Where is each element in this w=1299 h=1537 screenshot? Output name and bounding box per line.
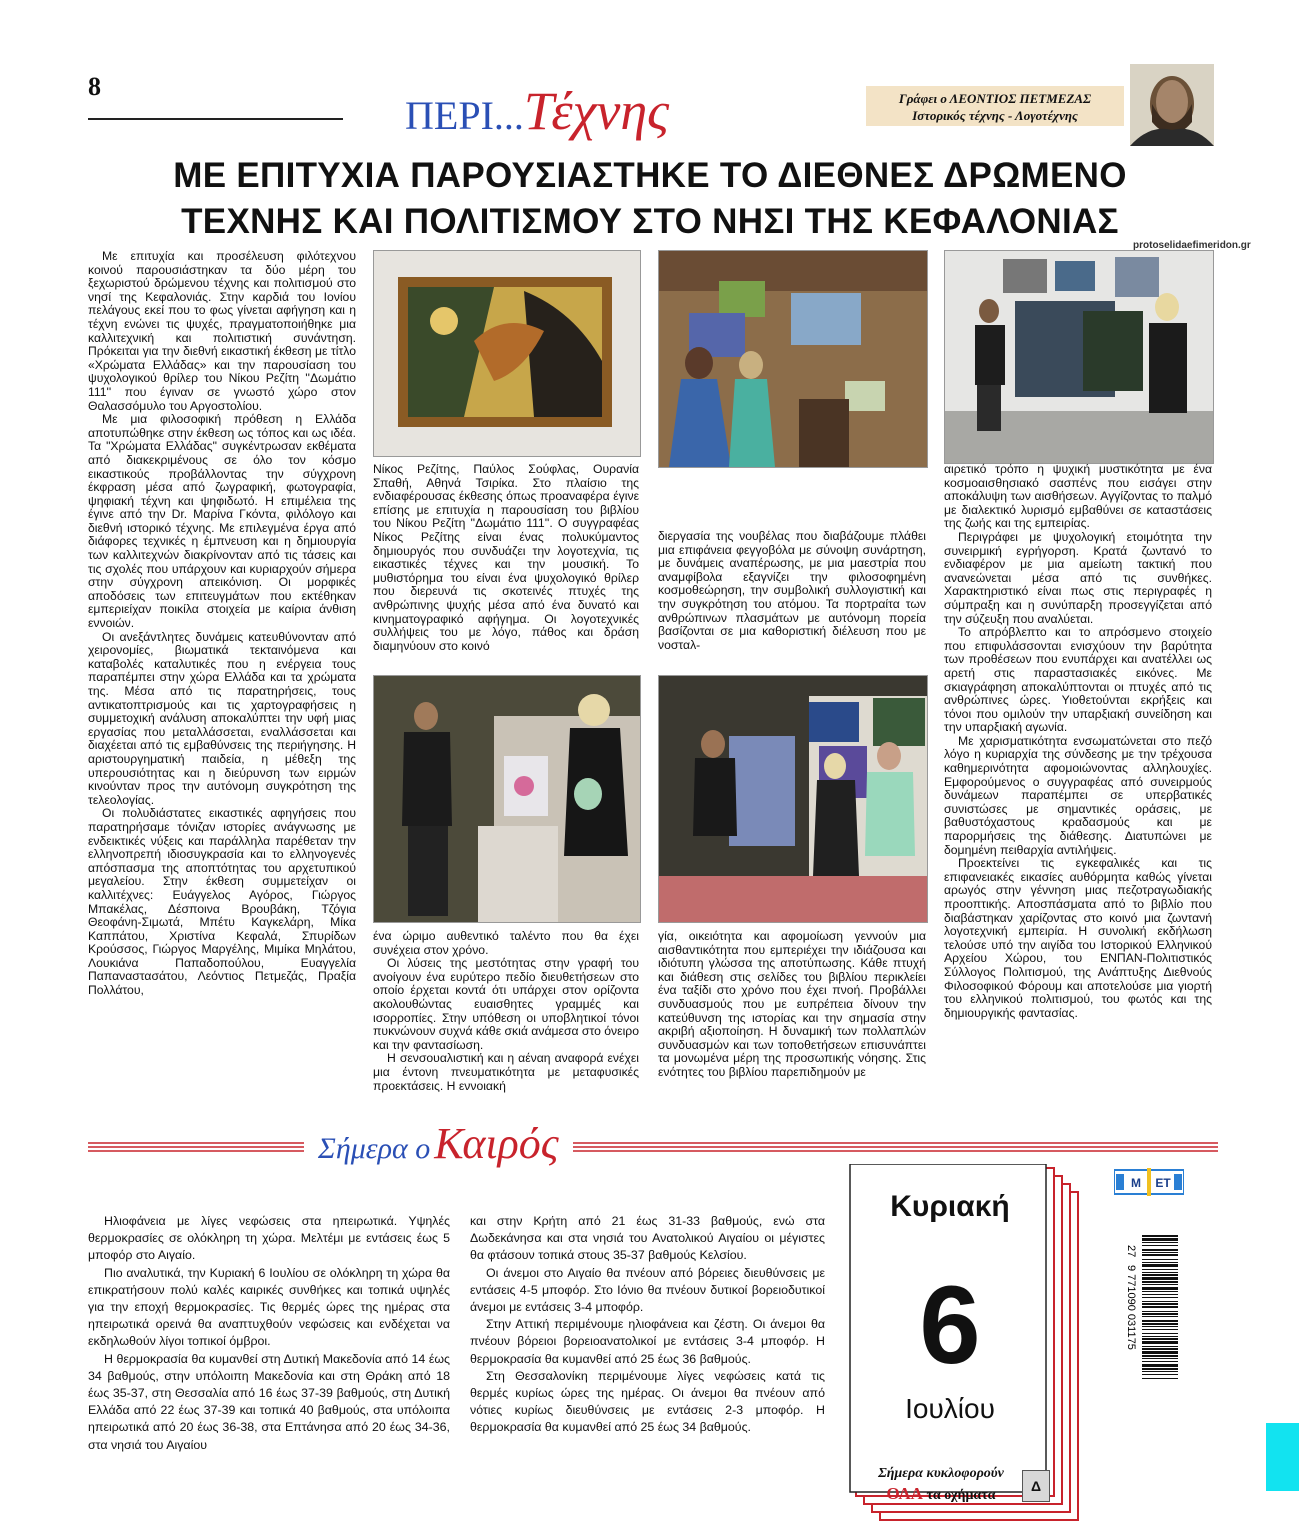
- barcode-bar: [1142, 1264, 1178, 1267]
- met-logo-et: ΕΤ: [1155, 1176, 1171, 1190]
- weather-title-prefix: Σήμερα ο: [318, 1132, 431, 1165]
- barcode-bar: [1142, 1249, 1178, 1251]
- author-box: [866, 86, 1124, 126]
- top-rule: [88, 118, 343, 120]
- barcode-bar: [1142, 1281, 1178, 1283]
- barcode-bar: [1142, 1374, 1178, 1375]
- met-logo: [1114, 1168, 1184, 1196]
- weather-paragraph: Στη Θεσσαλονίκη περιμένουμε λίγες νεφώσεις κατά τις θερμές κυρίως ώρες της ημέρας. Οι άνεμοι θα πνέουν από νότιες κυρίως διευθύνσεις με εντάσεις 2-3 μποφόρ. Η θερμοκρασία θα κυμανθεί από 25 έως 34 βαθμούς.: [470, 1368, 825, 1435]
- barcode-digits: 9 771090 031175: [1125, 1265, 1137, 1350]
- weather-paragraph: Πιο αναλυτικά, την Κυριακή 6 Ιουλίου σε ολόκληρη τη χώρα θα επικρατήσουν πολύ καλές καιρικές συνθήκες και τοπικά υψηλές για την εποχή θερμοκρασίες. Τις θερμές ώρες της ημέρας στα ηπειρωτικά ορεινά θα αναπτυχθούν νεφώσεις και ενδέχεται να εκδηλωθούν λίγοι τοπικοί όμβροι.: [88, 1265, 450, 1349]
- barcode-bar: [1142, 1303, 1178, 1305]
- article-paragraph: Το απρόβλεπτο και το απρόσμενο στοιχείο που επιφυλάσσονται ενισχύουν την βαρύτητα των προθέσεων που ενυπάρχει και ανατέλλει ως αρετή στις παραστασιακές εικόνες. Με σκιαγράφηση αποκαλύπτονται οι πτυχές από τις ανθρώπινες ώρες. Υιοθετούνται εκρήξεις και τόνοι που ομιλούν την υπαρξιακή συνείδηση και την υπαρξιακή αγωνία.: [944, 625, 1212, 735]
- calendar-date: 6: [919, 1264, 981, 1387]
- article-paragraph: διεργασία της νουβέλας που διαβάζουμε πλάθει μια επιφάνεια φεγγοβόλα με σύνοψη συνάρτηση, με δυνάμεις αναπέρωσης, με μια μαεστρία που αναμφίβολα εξαγνίζει την φιλοσοφημένη κοσμοθεώρηση, την συμβολική συλλογιστική και την συγκρότηση του ατόμου. Τα πορτραίτα των ανθρώπινων πλασμάτων με αυτόνομη πορεία βασίζονται σε μια καθοριστική διέλευση που με νοσταλ-: [658, 530, 926, 652]
- weather-paragraph: Οι άνεμοι στο Αιγαίο θα πνέουν από βόρειες διευθύνσεις με εντάσεις 4-5 μποφόρ. Στο Ιόνιο θα πνέουν δυτικοί βορειοδυτικοί άνεμοι με εντάσεις 3-4 μποφόρ.: [470, 1265, 825, 1315]
- barcode-bar: [1142, 1341, 1178, 1344]
- barcode-bar: [1142, 1291, 1178, 1292]
- page-number: 8: [88, 72, 101, 101]
- barcode-bar: [1142, 1259, 1178, 1260]
- barcode-bar: [1142, 1323, 1178, 1325]
- met-logo-m: Μ: [1131, 1176, 1141, 1190]
- author-name: Γράφει ο ΛΕΟΝΤΙΟΣ ΠΕΤΜΕΖΑΣ: [898, 91, 1092, 106]
- barcode: [1118, 1205, 1178, 1523]
- color-tab: [1266, 1423, 1299, 1491]
- barcode-bar: [1142, 1333, 1178, 1334]
- barcode-bar: [1142, 1311, 1178, 1312]
- weather-paragraph: Ηλιοφάνεια με λίγες νεφώσεις στα ηπειρωτικά. Υψηλές θερμοκρασίες σε ολόκληρη τη χώρα. Μελτέμι με εντάσεις έως 5 μποφόρ στο Αιγαίο.: [88, 1214, 450, 1263]
- article-column-1: [88, 250, 356, 1115]
- barcode-bar: [1142, 1277, 1178, 1280]
- barcode-bar: [1142, 1269, 1178, 1270]
- article-paragraph: ένα ώριμο αυθεντικό ταλέντο που θα έχει συνέχεια στον χρόνο.: [373, 930, 639, 957]
- barcode-bar: [1142, 1371, 1178, 1372]
- article-paragraph: Οι πολυδιάστατες εικαστικές αφηγήσεις που παρατηρήσαμε τόνιζαν ιστορίες ανάγνωσης με ενδεικτικές νύξεις και παράλληλα παρέθεταν την ελληνοπρεπή ιδιοσυγκρασία και το ελληνογενές απόσπασμα της αποπτότητας του αρχετυπικού μεγαλείου. Στην έκθεση συμμετείχαν οι καλλιτέχνες: Ευάγγελος Αγόρος, Γιώργος Μπακέλας, Δέσποινα Βρουβάκη, Τζόγια Θεοφάνη-Σιμωτά, Μπέτυ Καγκελάρη, Μίκα Καππάτου, Χριστίνα Κεφαλά, Σπυρίδων Κρούσσος, Γιώργος Μαργέλης, Μιμίκα Μηλάτου, Λουκιάνα Παπαδοπούλου, Ευαγγελία Παπαναστασάτου, Λεόντιος Πετμεζάς, Πραξία Πολλάτου,: [88, 806, 356, 998]
- article-paragraph: Η σενσουαλιστική και η αέναη αναφορά ενέχει μια έντονη πνευματικότητα με μεταφυσικές προεκτάσεις. Η εννοιακή: [373, 1051, 639, 1093]
- barcode-bar: [1142, 1338, 1178, 1340]
- barcode-bar: [1142, 1301, 1178, 1302]
- barcode-bar: [1142, 1306, 1178, 1308]
- section-name: Τέχνης: [523, 81, 670, 141]
- article-column-3-top: [658, 530, 926, 670]
- headline-line-1: ΜΕ ΕΠΙΤΥΧΙΑ ΠΑΡΟΥΣΙΑΣΤΗΚΕ ΤΟ ΔΙΕΘΝΕΣ ΔΡΩΜΕΝΟ: [173, 156, 1127, 195]
- barcode-bar: [1142, 1287, 1178, 1290]
- weather-title-main: Καιρός: [434, 1119, 559, 1168]
- barcode-bar: [1142, 1378, 1178, 1379]
- headline: [50, 153, 1250, 245]
- barcode-bar: [1142, 1329, 1178, 1330]
- barcode-bar: [1142, 1235, 1178, 1237]
- barcode-bar: [1142, 1294, 1178, 1295]
- section-prefix: ΠΕΡΙ...: [405, 93, 524, 138]
- author-portrait: [1130, 64, 1214, 146]
- barcode-bar: [1142, 1346, 1178, 1347]
- headline-line-2: ΤΕΧΝΗΣ ΚΑΙ ΠΟΛΙΤΙΣΜΟΥ ΣΤΟ ΝΗΣΙ ΤΗΣ ΚΕΦΑΛΟΝΙΑΣ: [181, 202, 1119, 241]
- barcode-bar: [1142, 1368, 1178, 1370]
- section-title: [405, 80, 669, 142]
- odd-even-badge: Δ: [1022, 1470, 1050, 1502]
- weather-paragraph: Η θερμοκρασία θα κυμανθεί στη Δυτική Μακεδονία από 14 έως 34 βαθμούς, στην υπόλοιπη Μακεδονία και στη Θράκη από 18 έως 35-37, στη Θεσσαλία από 16 έως 37-39 βαθμούς, στη Δυτική Ελλάδα από 22 έως 37-39 και τοπικά 40 βαθμούς, στα υπόλοιπα ηπειρωτικά από 20 έως 36-38, στα Επτάνησα από 20 έως 34-36, στα νησιά του Αιγαίου: [88, 1351, 450, 1452]
- weather-divider: [88, 1141, 1218, 1155]
- weather-paragraph: και στην Κρήτη από 21 έως 31-33 βαθμούς, ενώ στα Δωδεκάνησα και στα νησιά του Ανατολικού Αιγαίου οι μέγιστες θα φτάσουν τοπικά στους 35-37 βαθμούς Κελσίου.: [470, 1214, 825, 1263]
- article-paragraph: Με μια φιλοσοφική πρόθεση η Ελλάδα αποτυπώθηκε στην έκθεση ως τόπος και ως ιδέα. Τα "Χρώματα Ελλάδας" συγκέντρωσαν εκθέματα από διακεκριμένους σε όλο τον κόσμο εικαστικούς προβάλλοντας την σύγχρονη έκφραση μέσα από ζωγραφική, φωτογραφία, ψηφιακή τέχνη και ψηφιδωτό. Η επιμέλεια της έγινε από την Dr. Μαρίνα Γκόντα, φιλόλογο και διεθνή ιστορικό τέχνης. Με επιλεγμένα έργα από διάφορες τεχνικές η έμπνευση και η δημιουργία των καλλιτεχνών διακρίνονταν από τις τάσεις και τις σχολές που υπάρχουν και κυριαρχούν σήμερα στην σύγχρονη απεικόνιση. Οι μορφικές αποδόσεις των επιτευγμάτων που εκτέθηκαν εμπεριείχαν ποικίλα στοιχεία με καίρια άνθιση εννοιών.: [88, 412, 356, 631]
- article-paragraph: γία, οικειότητα και αφομοίωση γεννούν μια αισθαντικότητα που εμπεριέχει την ιδιάζουσα και ιδιότυπη γλώσσα της αποτύπωσης. Κάθε πτυχή και διάθεση στις σελίδες του βιβλίου περικλείει ένα ταξίδι στο χρόνο που έχει πνοή. Προβάλλει συνδυασμούς που με ευπρέπεια δίνουν την κατεύθυνση της ιστορίας και την σημασία στην ακριβή αξιοποίηση. Η δυναμική των πολλαπλών συνδυασμών και των τοποθετήσεων επισυνάπτει τα μονωμένα μέρη της προσωπικής νόησης. Στις ενότητες του βιβλίου παρεπιδημούν με: [658, 930, 926, 1079]
- article-column-2-bottom: [373, 930, 639, 1115]
- barcode-bar: [1142, 1358, 1178, 1359]
- barcode-bar: [1142, 1326, 1178, 1327]
- barcode-bar: [1142, 1316, 1178, 1317]
- weather-paragraph: Στην Αττική περιμένουμε ηλιοφάνεια και ζέστη. Οι άνεμοι θα πνέουν βόρειοι βορειοανατολικοί με εντάσεις 3-4 μποφόρ. Η θερμοκρασία θα κυμανθεί από 25 έως 36 βαθμούς.: [470, 1317, 825, 1366]
- article-column-2-top: [373, 463, 639, 668]
- barcode-bar: [1142, 1284, 1178, 1285]
- photo-painting: [373, 250, 641, 457]
- barcode-bar: [1142, 1336, 1178, 1337]
- article-paragraph: Οι λύσεις της μεστότητας στην γραφή του ανοίγουν ένα ευρύτερο πεδίο διευθετήσεων στο οποίο έρχεται κοντά ότι υπάρχει στον ορίζοντα ακολουθώντας ευαισθητες γραμμές και ισορροπίες. Στην υπόθεση οι υποβλητικοί τόνοι πυκνώνουν συχνά κάθε σκιά ανάμεσα στο όνειρο και την φαντασίωση.: [373, 956, 639, 1052]
- barcode-bar: [1142, 1320, 1178, 1322]
- weather-title: [304, 1118, 573, 1169]
- calendar-day: Κυριακή: [890, 1190, 1010, 1223]
- photo-gallery-pair: [944, 250, 1214, 464]
- weather-column-1: [88, 1213, 450, 1454]
- photo-author-man-woman: [373, 675, 641, 923]
- barcode-bar: [1142, 1242, 1178, 1243]
- article-column-4: [944, 463, 1212, 1115]
- calendar-note-rest: τα οχήματα: [926, 1488, 996, 1503]
- calendar-note-vehicles: [856, 1484, 1026, 1504]
- barcode-bar: [1142, 1252, 1178, 1253]
- article-paragraph: Προεκτείνει τις εγκεφαλικές και τις επιφανειακές εικασίες αυθόρμητα καθώς γίνεται αρωγός στην γέννηση μιας πεζοτραγωδιακής προοπτικής. Αποσπάσματα από το βιβλίο που διαβάστηκαν χαρίζοντας στο κοινό μια ζωντανή λογοτεχνική εμπειρία. Η συνολική εκδήλωση τελούσε υπό την αιγίδα του Ιστορικού Ελληνικού Αρχείου Χώρου, του ΕΝΠΑΝ-Πολιτιστικός Σύλλογος Πολιτισμού, της Ανάπτυξης Διεθνούς Φιλοσοφικού Φόρουμ και αποτελούσε μια γιορτή του ελληνικού πολιτισμού, του φωτός και της δημιουργικής φαντασίας.: [944, 856, 1212, 1020]
- article-paragraph: Με χαρισματικότητα ενσωματώνεται στο πεζό λόγο η κυριαρχία της σύνδεσης με την τρέχουσα καθημερινότητα αφομοιώνοντας αλληλουχίες. Εμφορούμενος ο συγγραφέας από συνειρμούς δυνάμεων παραπέμπει σε υπερβατικές συνιστώσες με σημαντικές οράσεις, με βαθυστόχαστους κραδασμούς και με παρορμήσεις της διάθεσης. Διατυπώνει με δομημένη πειθαρχία αντιλήψεις.: [944, 733, 1212, 857]
- barcode-issue: 27: [1125, 1245, 1137, 1258]
- barcode-bar: [1142, 1274, 1178, 1276]
- barcode-bar: [1142, 1297, 1178, 1298]
- author-role: Ιστορικός τέχνης - Λογοτέχνης: [912, 108, 1078, 123]
- barcode-bar: [1142, 1254, 1178, 1256]
- barcode-bar: [1142, 1313, 1178, 1315]
- barcode-bar: [1142, 1364, 1178, 1367]
- barcode-bar: [1142, 1272, 1178, 1273]
- photo-two-women: [658, 250, 928, 468]
- weather-column-2: [470, 1213, 825, 1437]
- photo-trio-paintings: [658, 675, 928, 923]
- calendar-note: Σήμερα κυκλοφορούν: [878, 1466, 1004, 1481]
- barcode-bar: [1142, 1245, 1178, 1246]
- barcode-bar: [1142, 1238, 1178, 1241]
- barcode-bar: [1142, 1355, 1178, 1357]
- calendar-month: Ιουλίου: [905, 1393, 995, 1424]
- article-paragraph: Οι ανεξάντλητες δυνάμεις κατευθύνονταν από χειρονομίες, βιωματικά τεκταινόμενα και καταβολές καταλυτικές που η ενέργεια τους παραπέμπει στην χώρα Ελλάδα και τα χρώματα της. Μέσα από τις παρατηρήσεις, τους αντικατοπτρισμούς και τις χαρτογραφήσεις η συμμετοχική ανάλυση αποκαλύπτει την υφή μιας εργασίας που μεταλλάσσεται, εναλλάσσεται και διαχέεται από τις εμβαθύνσεις της περιήγησης. Η αριστουργηματική παιδεία, η μέθεξη της υπερουσιότητας και η διεύρυνση των ειρμών κινούνταν προς την αυτόνομη συγκρότηση της τελεολογίας.: [88, 629, 356, 807]
- barcode-bar: [1142, 1361, 1178, 1362]
- article-paragraph: Νίκος Ρεζίτης, Παύλος Σούφλας, Ουρανία Σπαθή, Αθηνά Τσιρίκα. Στο πλαίσιο της ενδιαφέρουσας έκθεσης όπως προαναφέρα έγινε επίσης με επιτυχία η παρουσίαση του βιβλίου του Νίκου Ρεζίτη ''Δωμάτιο 111''. Ο συγγραφέας Νίκος Ρεζίτης είναι ένας πολυκύμαντος δημιουργός που συνδυάζει την λογοτεχνία, τις εικαστικές τέχνες και την μουσική. Το μυθιστόρημα του είναι ένα ψυχολογικό θρίλερ που διερευνά τις σκοτεινές πτυχές της ανθρώπινης ψυχής μέσα από ένα δυνατό και κινηματογραφικό αφήγημα. Οι λογοτεχνικές συλλήψεις του με λόγο, πάθος και δράση διαμηνύουν στο κοινό: [373, 463, 639, 653]
- article-paragraph: Με επιτυχία και προσέλευση φιλότεχνου κοινού παρουσιάστηκαν τα δύο μέρη του ξεχωριστού δρώμενου τέχνης και πολιτισμού στο νησί της Κεφαλονιάς. Στην καρδιά του Ιονίου πελάγους εκεί που το φως γίνεται αφήγηση και η τέχνη ενώνει τις ψυχές, πραγματοποιήθηκε μια καλλιτεχνική και πολιτιστική συνάντηση. Πρόκειται για την διεθνή εικαστική έκθεση με τίτλο «Χρώματα Ελλάδας» και την παρουσίαση του ψυχολογικού θρίλερ του Νίκου Ρεζίτη ''Δωμάτιο 111'' που έγιναν σε γνωστό χώρο στον Θαλασσόμυλο του Αργοστολίου.: [88, 250, 356, 413]
- article-column-3-bottom: [658, 930, 926, 1115]
- source-credit: protoselidaefimeridon.gr: [1133, 240, 1251, 251]
- barcode-bar: [1142, 1351, 1178, 1354]
- article-paragraph: αιρετικό τρόπο η ψυχική μυστικότητα με ένα κοσμοαισθησιακό σασπένς που εισάγει στην αποκάλυψη των αισθήσεων. Αγγίζοντας το παλμό με διαλεκτικό λυρισμό εμβαθύνει σε καταστάσεις της ζωής και της εμπειρίας.: [944, 463, 1212, 531]
- barcode-bar: [1142, 1348, 1178, 1350]
- article-paragraph: Περιγράφει με ψυχολογική ετοιμότητα την συνειρμική εγρήγορση. Κρατά ζωντανό το ενδιαφέρον με μια αμείωτη τακτική που ανανεώνεται μέσα από τις συνθήκες. Χαρακτηριστικό είναι πως στις περιγραφές η σύμπραξη και η συνύπαρξη προσεγγίζεται από την σύζευξη που αναλύεται.: [944, 529, 1212, 626]
- calendar-note-ola: ΟΛΑ: [886, 1484, 923, 1503]
- barcode-bar: [1142, 1262, 1178, 1263]
